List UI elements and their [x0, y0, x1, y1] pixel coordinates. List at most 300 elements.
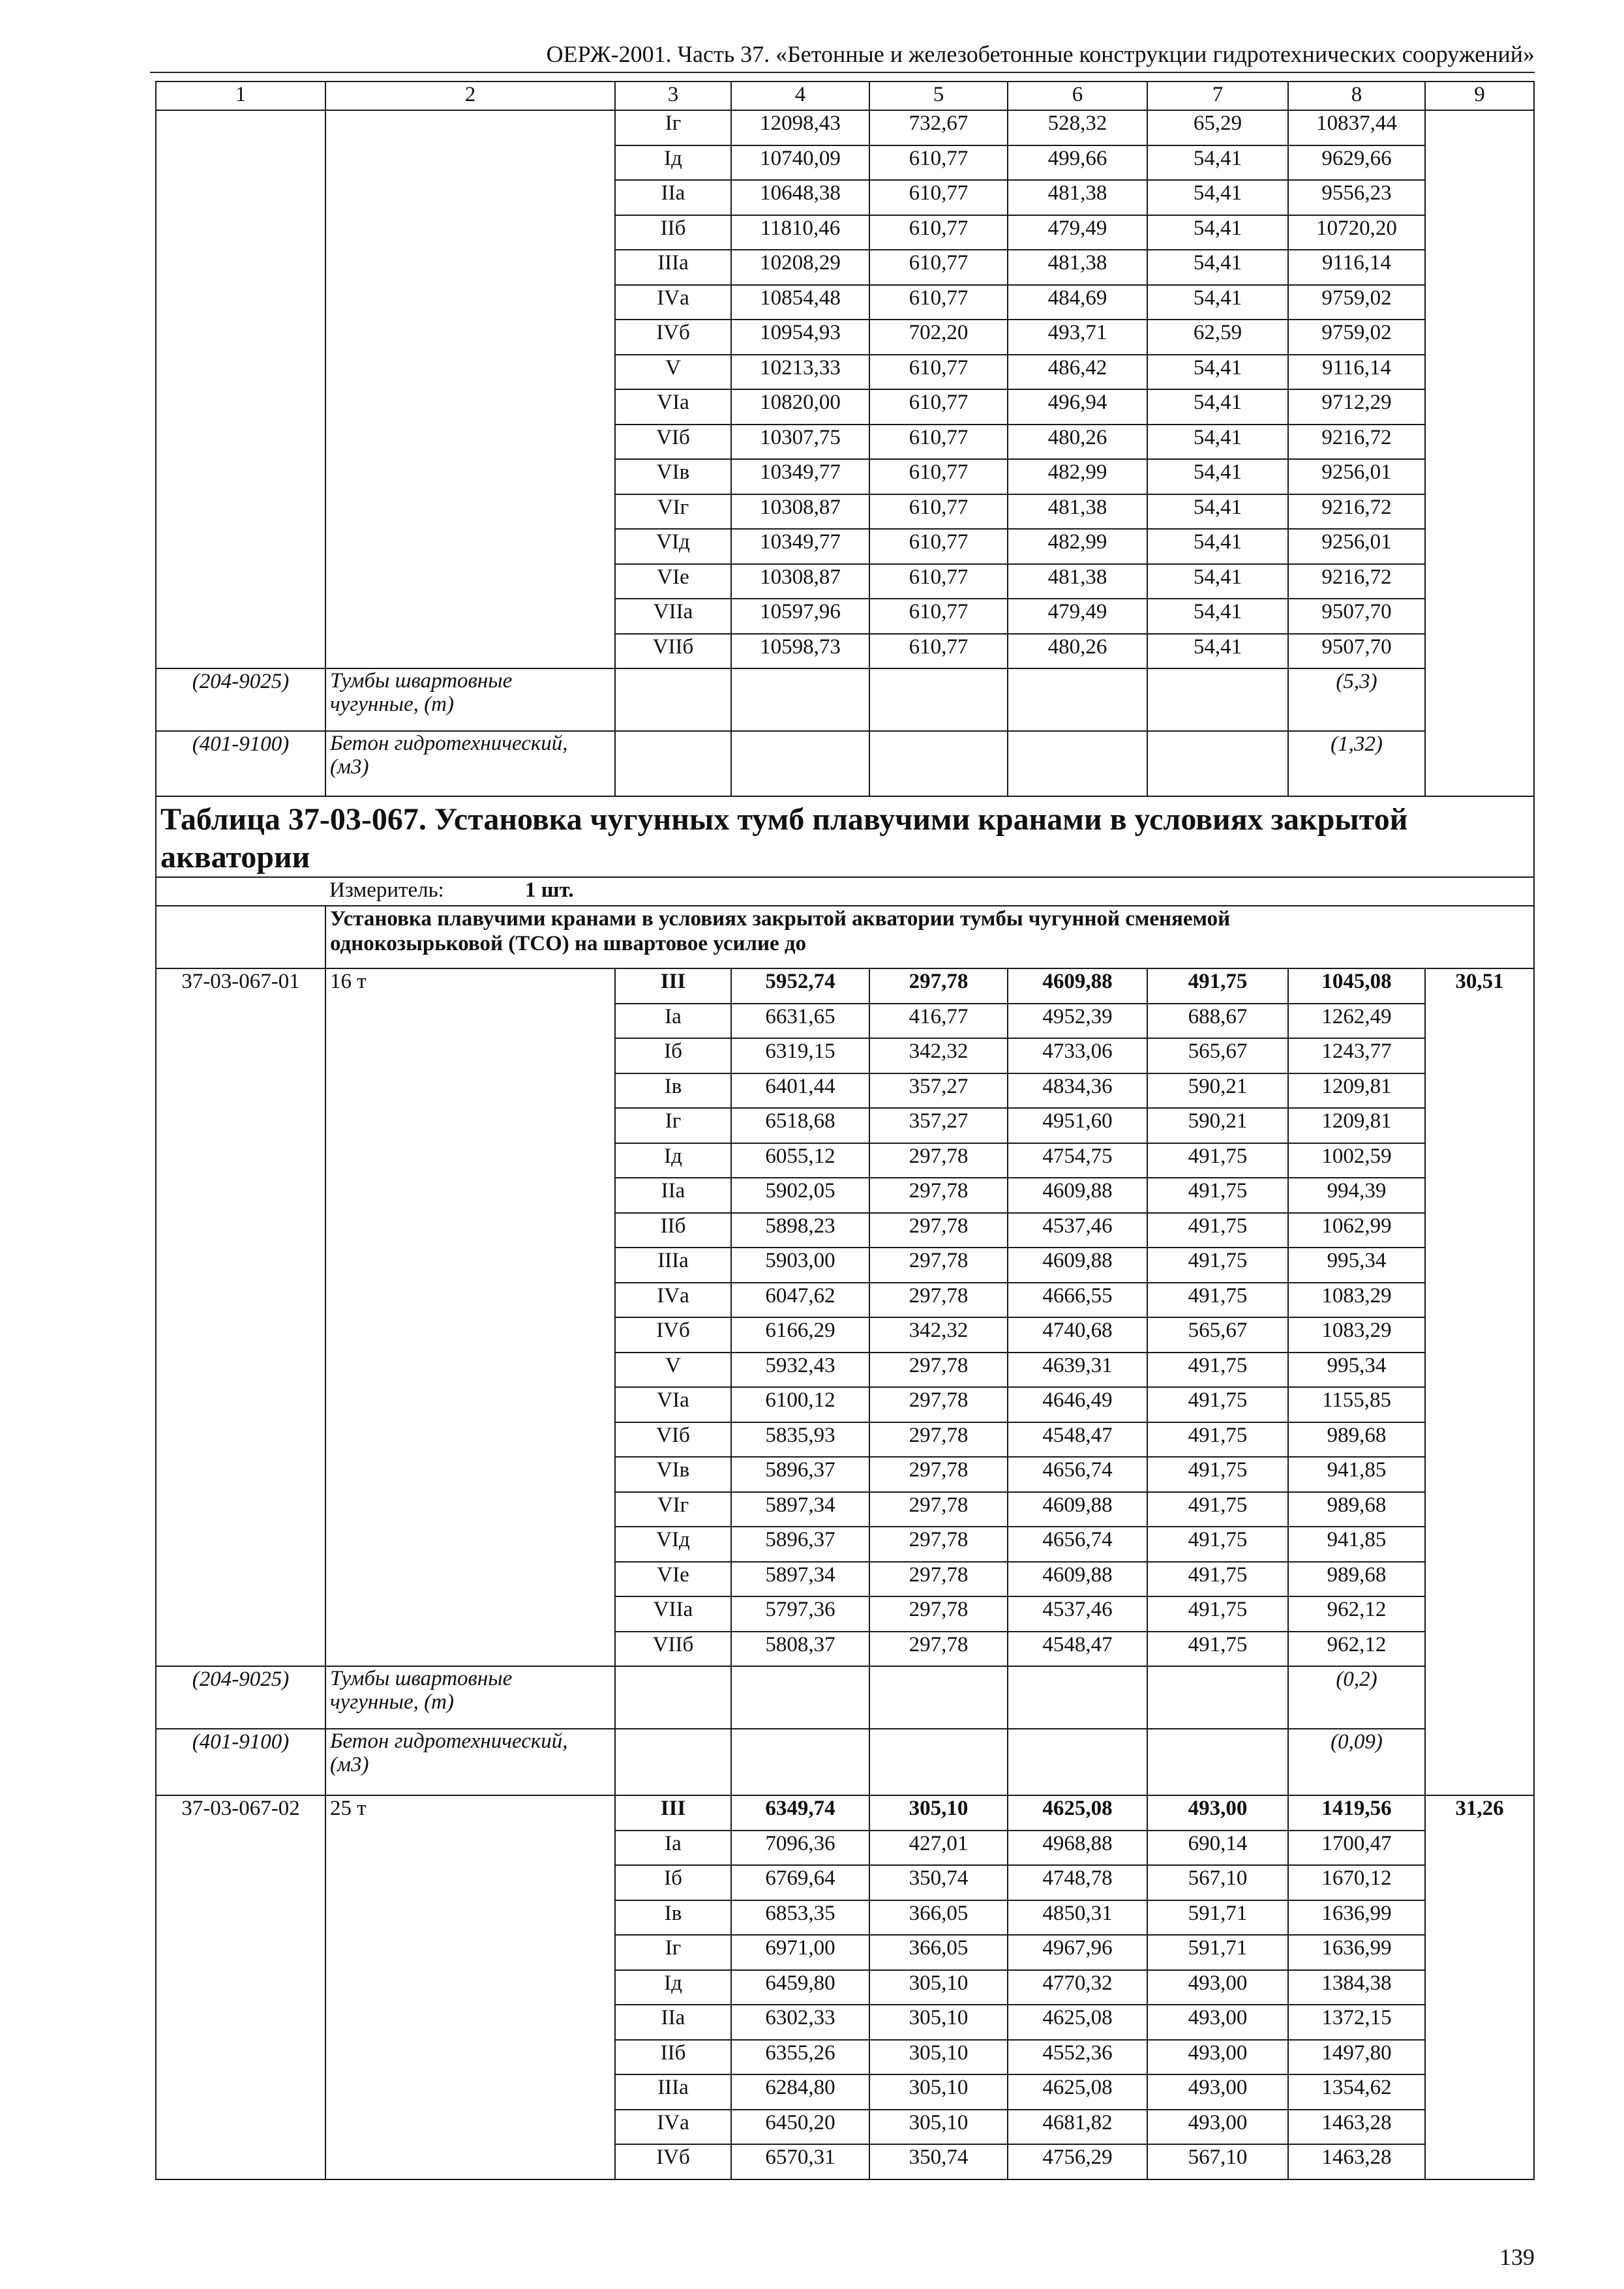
materials-cell: 1463,28	[1288, 2110, 1425, 2145]
materials-cell: 1636,99	[1288, 1935, 1425, 1970]
driver-wages-cell: 54,41	[1147, 634, 1288, 669]
empty-cell	[1147, 731, 1288, 796]
empty-cell	[615, 1666, 731, 1729]
machine-cost-cell: 528,32	[1008, 110, 1147, 145]
header-rule	[150, 72, 1535, 73]
driver-wages-cell: 493,00	[1147, 2074, 1288, 2110]
machine-cost-cell: 4968,88	[1008, 1831, 1147, 1866]
wages-cell: 297,78	[869, 1213, 1008, 1248]
variant-cell: III	[615, 968, 731, 1004]
driver-wages-cell: 54,41	[1147, 459, 1288, 494]
materials-cell: 9116,14	[1288, 250, 1425, 285]
total-cost-cell: 6100,12	[731, 1387, 869, 1422]
variant-cell: VIб	[615, 425, 731, 460]
wages-cell: 342,32	[869, 1038, 1008, 1073]
total-cost-cell: 6518,68	[731, 1108, 869, 1143]
machine-cost-cell: 4733,06	[1008, 1038, 1147, 1073]
table-title-row	[156, 796, 1534, 877]
machine-cost-cell: 4609,88	[1008, 1492, 1147, 1527]
column-number-5: 5	[869, 82, 1008, 110]
materials-cell: 9216,72	[1288, 564, 1425, 599]
machine-cost-cell: 4625,08	[1008, 2074, 1147, 2110]
resource-code: (401-9100)	[156, 731, 325, 796]
total-cost-cell: 10307,75	[731, 425, 869, 460]
variant-cell: VIIа	[615, 1596, 731, 1632]
empty-cell	[731, 731, 869, 796]
driver-wages-cell: 690,14	[1147, 1831, 1288, 1866]
materials-cell: 9629,66	[1288, 145, 1425, 181]
wages-cell: 297,78	[869, 1457, 1008, 1492]
wages-cell: 416,77	[869, 1004, 1008, 1039]
wages-cell: 610,77	[869, 355, 1008, 390]
machine-cost-cell: 4552,36	[1008, 2040, 1147, 2075]
total-cost-cell: 10208,29	[731, 250, 869, 285]
table-row-main	[156, 1795, 1534, 1831]
driver-wages-cell: 54,41	[1147, 250, 1288, 285]
resource-row	[156, 668, 1534, 731]
machine-cost-cell: 4967,96	[1008, 1935, 1147, 1970]
resource-name-line2: (м3)	[330, 1753, 369, 1776]
wages-cell: 297,78	[869, 1492, 1008, 1527]
materials-cell: 989,68	[1288, 1562, 1425, 1597]
wages-cell: 297,78	[869, 1143, 1008, 1178]
materials-cell: 1083,29	[1288, 1283, 1425, 1318]
variant-cell: IVа	[615, 285, 731, 320]
driver-wages-cell: 493,00	[1147, 2005, 1288, 2040]
wages-cell: 305,10	[869, 2074, 1008, 2110]
driver-wages-cell: 491,75	[1147, 968, 1288, 1004]
running-header: ОЕРЖ-2001. Часть 37. «Бетонные и железобетонные конструкции гидротехнических сооружений»	[546, 41, 1535, 67]
resource-quantity: (0,09)	[1288, 1729, 1425, 1795]
labor-cell	[1425, 110, 1534, 796]
variant-cell: VIв	[615, 1457, 731, 1492]
resource-row	[156, 1666, 1534, 1729]
meter-label: Измеритель:	[329, 878, 444, 902]
resource-code: (401-9100)	[156, 1729, 325, 1795]
total-cost-cell: 10308,87	[731, 564, 869, 599]
driver-wages-cell: 491,75	[1147, 1387, 1288, 1422]
driver-wages-cell: 62,59	[1147, 320, 1288, 355]
machine-cost-cell: 4537,46	[1008, 1596, 1147, 1632]
total-cost-cell: 6570,31	[731, 2144, 869, 2179]
total-cost-cell: 5903,00	[731, 1248, 869, 1283]
wages-cell: 297,78	[869, 968, 1008, 1004]
machine-cost-cell: 4625,08	[1008, 2005, 1147, 2040]
driver-wages-cell: 688,67	[1147, 1004, 1288, 1039]
column-number-9: 9	[1425, 82, 1534, 110]
wages-cell: 297,78	[869, 1632, 1008, 1667]
table-title	[156, 796, 1534, 877]
driver-wages-cell: 65,29	[1147, 110, 1288, 145]
driver-wages-cell: 491,75	[1147, 1248, 1288, 1283]
variant-cell: IIб	[615, 215, 731, 250]
total-cost-cell: 10213,33	[731, 355, 869, 390]
materials-cell: 962,12	[1288, 1632, 1425, 1667]
table-title-line1: Таблица 37-03-067. Установка чугунных тумб плавучими кранами в условиях закрытой	[160, 802, 1408, 837]
empty-cell	[869, 1729, 1008, 1795]
empty-cell	[615, 1729, 731, 1795]
rate-name: 25 т	[325, 1795, 615, 2179]
total-cost-cell: 10349,77	[731, 459, 869, 494]
driver-wages-cell: 493,00	[1147, 2040, 1288, 2075]
machine-cost-cell: 4952,39	[1008, 1004, 1147, 1039]
work-description	[325, 906, 1534, 968]
empty-cell	[156, 877, 325, 906]
wages-cell: 297,78	[869, 1422, 1008, 1458]
total-cost-cell: 10349,77	[731, 529, 869, 564]
variant-cell: IIIа	[615, 250, 731, 285]
materials-cell: 1045,08	[1288, 968, 1425, 1004]
column-number-7: 7	[1147, 82, 1288, 110]
resource-code: (204-9025)	[156, 668, 325, 731]
table-row-main	[156, 968, 1534, 1004]
variant-cell: IVб	[615, 2144, 731, 2179]
driver-wages-cell: 54,41	[1147, 564, 1288, 599]
wages-cell: 366,05	[869, 1900, 1008, 1936]
total-cost-cell: 6047,62	[731, 1283, 869, 1318]
wages-cell: 610,77	[869, 599, 1008, 634]
machine-cost-cell: 481,38	[1008, 180, 1147, 215]
wages-cell: 702,20	[869, 320, 1008, 355]
empty-cell	[731, 668, 869, 731]
resource-row	[156, 1729, 1534, 1795]
variant-cell: IIб	[615, 1213, 731, 1248]
materials-cell: 1463,28	[1288, 2144, 1425, 2179]
labor-cell: 31,26	[1425, 1795, 1534, 2179]
wages-cell: 366,05	[869, 1935, 1008, 1970]
total-cost-cell: 5808,37	[731, 1632, 869, 1667]
materials-cell: 9507,70	[1288, 634, 1425, 669]
driver-wages-cell: 491,75	[1147, 1596, 1288, 1632]
wages-cell: 297,78	[869, 1527, 1008, 1562]
materials-cell: 995,34	[1288, 1248, 1425, 1283]
wages-cell: 427,01	[869, 1831, 1008, 1866]
wages-cell: 610,77	[869, 180, 1008, 215]
materials-cell: 1419,56	[1288, 1795, 1425, 1831]
driver-wages-cell: 565,67	[1147, 1038, 1288, 1073]
machine-cost-cell: 4625,08	[1008, 1795, 1147, 1831]
variant-cell: V	[615, 355, 731, 390]
total-cost-cell: 10598,73	[731, 634, 869, 669]
wages-cell: 610,77	[869, 459, 1008, 494]
driver-wages-cell: 491,75	[1147, 1562, 1288, 1597]
variant-cell: VIа	[615, 1387, 731, 1422]
total-cost-cell: 5897,34	[731, 1562, 869, 1597]
wages-cell: 610,77	[869, 215, 1008, 250]
driver-wages-cell: 567,10	[1147, 2144, 1288, 2179]
variant-cell: VIе	[615, 564, 731, 599]
machine-cost-cell: 4609,88	[1008, 1562, 1147, 1597]
machine-cost-cell: 481,38	[1008, 494, 1147, 530]
resource-name-line1: Бетон гидротехнический,	[330, 732, 568, 755]
empty-cell	[869, 1666, 1008, 1729]
labor-cell: 30,51	[1425, 968, 1534, 1795]
machine-cost-cell: 4639,31	[1008, 1353, 1147, 1388]
variant-cell: VIг	[615, 494, 731, 530]
materials-cell: 1497,80	[1288, 2040, 1425, 2075]
total-cost-cell: 10954,93	[731, 320, 869, 355]
column-number-row	[156, 82, 1534, 110]
empty-cell	[615, 668, 731, 731]
resource-name	[325, 1729, 615, 1795]
variant-cell: VIд	[615, 1527, 731, 1562]
driver-wages-cell: 590,21	[1147, 1108, 1288, 1143]
rate-name: 16 т	[325, 968, 615, 1666]
total-cost-cell: 6459,80	[731, 1970, 869, 2005]
machine-cost-cell: 4537,46	[1008, 1213, 1147, 1248]
materials-cell: 962,12	[1288, 1596, 1425, 1632]
variant-cell: IIIа	[615, 2074, 731, 2110]
empty-cell	[1008, 668, 1147, 731]
variant-cell: VIд	[615, 529, 731, 564]
total-cost-cell: 6319,15	[731, 1038, 869, 1073]
driver-wages-cell: 590,21	[1147, 1073, 1288, 1109]
materials-cell: 989,68	[1288, 1492, 1425, 1527]
empty-cell	[731, 1729, 869, 1795]
variant-cell: VIв	[615, 459, 731, 494]
wages-cell: 610,77	[869, 494, 1008, 530]
machine-cost-cell: 479,49	[1008, 215, 1147, 250]
materials-cell: 1700,47	[1288, 1831, 1425, 1866]
total-cost-cell: 6166,29	[731, 1317, 869, 1353]
driver-wages-cell: 54,41	[1147, 180, 1288, 215]
driver-wages-cell: 491,75	[1147, 1353, 1288, 1388]
materials-cell: 9712,29	[1288, 389, 1425, 425]
total-cost-cell: 6349,74	[731, 1795, 869, 1831]
machine-cost-cell: 479,49	[1008, 599, 1147, 634]
variant-cell: Iг	[615, 1108, 731, 1143]
name-cell	[325, 110, 615, 668]
variant-cell: IVа	[615, 1283, 731, 1318]
resource-name-line2: (м3)	[330, 755, 369, 779]
page-number: 139	[1499, 2244, 1535, 2270]
variant-cell: VIа	[615, 389, 731, 425]
code-cell	[156, 110, 325, 668]
machine-cost-cell: 4770,32	[1008, 1970, 1147, 2005]
machine-cost-cell: 4666,55	[1008, 1283, 1147, 1318]
total-cost-cell: 10854,48	[731, 285, 869, 320]
resource-row	[156, 731, 1534, 796]
driver-wages-cell: 54,41	[1147, 425, 1288, 460]
wages-cell: 305,10	[869, 1970, 1008, 2005]
empty-cell	[869, 731, 1008, 796]
empty-cell	[1008, 1729, 1147, 1795]
variant-cell: Iа	[615, 1831, 731, 1866]
wages-cell: 610,77	[869, 389, 1008, 425]
wages-cell: 297,78	[869, 1596, 1008, 1632]
wages-cell: 610,77	[869, 285, 1008, 320]
variant-cell: VIб	[615, 1422, 731, 1458]
total-cost-cell: 6450,20	[731, 2110, 869, 2145]
total-cost-cell: 11810,46	[731, 215, 869, 250]
variant-cell: VIг	[615, 1492, 731, 1527]
driver-wages-cell: 491,75	[1147, 1213, 1288, 1248]
materials-cell: 994,39	[1288, 1178, 1425, 1213]
resource-quantity: (1,32)	[1288, 731, 1425, 796]
materials-cell: 1372,15	[1288, 2005, 1425, 2040]
driver-wages-cell: 565,67	[1147, 1317, 1288, 1353]
total-cost-cell: 10308,87	[731, 494, 869, 530]
total-cost-cell: 5897,34	[731, 1492, 869, 1527]
materials-cell: 9256,01	[1288, 459, 1425, 494]
materials-cell: 9116,14	[1288, 355, 1425, 390]
machine-cost-cell: 4748,78	[1008, 1865, 1147, 1900]
materials-cell: 9256,01	[1288, 529, 1425, 564]
materials-cell: 989,68	[1288, 1422, 1425, 1458]
total-cost-cell: 5896,37	[731, 1457, 869, 1492]
description-row	[156, 906, 1534, 968]
wages-cell: 305,10	[869, 2040, 1008, 2075]
machine-cost-cell: 481,38	[1008, 250, 1147, 285]
variant-cell: IIа	[615, 1178, 731, 1213]
variant-cell: Iа	[615, 1004, 731, 1039]
column-number-2: 2	[325, 82, 615, 110]
machine-cost-cell: 481,38	[1008, 564, 1147, 599]
driver-wages-cell: 54,41	[1147, 145, 1288, 181]
total-cost-cell: 5902,05	[731, 1178, 869, 1213]
total-cost-cell: 12098,43	[731, 110, 869, 145]
resource-name-line1: Бетон гидротехнический,	[330, 1729, 568, 1753]
materials-cell: 10720,20	[1288, 215, 1425, 250]
variant-cell: IIа	[615, 2005, 731, 2040]
materials-cell: 9216,72	[1288, 494, 1425, 530]
total-cost-cell: 5797,36	[731, 1596, 869, 1632]
empty-cell	[1008, 731, 1147, 796]
resource-name-line2: чугунные, (т)	[330, 693, 454, 716]
machine-cost-cell: 4740,68	[1008, 1317, 1147, 1353]
wages-cell: 610,77	[869, 529, 1008, 564]
machine-cost-cell: 4656,74	[1008, 1527, 1147, 1562]
machine-cost-cell: 486,42	[1008, 355, 1147, 390]
machine-cost-cell: 4609,88	[1008, 1248, 1147, 1283]
driver-wages-cell: 54,41	[1147, 355, 1288, 390]
variant-cell: VIIб	[615, 1632, 731, 1667]
machine-cost-cell: 493,71	[1008, 320, 1147, 355]
wages-cell: 610,77	[869, 145, 1008, 181]
variant-cell: Iб	[615, 1038, 731, 1073]
driver-wages-cell: 54,41	[1147, 389, 1288, 425]
empty-cell	[1147, 668, 1288, 731]
total-cost-cell: 6284,80	[731, 2074, 869, 2110]
total-cost-cell: 6401,44	[731, 1073, 869, 1109]
variant-cell: VIе	[615, 1562, 731, 1597]
driver-wages-cell: 491,75	[1147, 1178, 1288, 1213]
materials-cell: 10837,44	[1288, 110, 1425, 145]
total-cost-cell: 10597,96	[731, 599, 869, 634]
column-number-4: 4	[731, 82, 869, 110]
total-cost-cell: 6355,26	[731, 2040, 869, 2075]
driver-wages-cell: 491,75	[1147, 1457, 1288, 1492]
resource-name	[325, 668, 615, 731]
materials-cell: 1209,81	[1288, 1108, 1425, 1143]
total-cost-cell: 6769,64	[731, 1865, 869, 1900]
column-number-3: 3	[615, 82, 731, 110]
machine-cost-cell: 4681,82	[1008, 2110, 1147, 2145]
total-cost-cell: 6631,65	[731, 1004, 869, 1039]
materials-cell: 1354,62	[1288, 2074, 1425, 2110]
machine-cost-cell: 4609,88	[1008, 968, 1147, 1004]
driver-wages-cell: 491,75	[1147, 1143, 1288, 1178]
total-cost-cell: 5896,37	[731, 1527, 869, 1562]
table-row	[156, 110, 1534, 145]
driver-wages-cell: 491,75	[1147, 1283, 1288, 1318]
machine-cost-cell: 482,99	[1008, 459, 1147, 494]
total-cost-cell: 5952,74	[731, 968, 869, 1004]
empty-cell	[869, 668, 1008, 731]
empty-cell	[731, 1666, 869, 1729]
wages-cell: 350,74	[869, 1865, 1008, 1900]
variant-cell: Iд	[615, 1970, 731, 2005]
materials-cell: 1155,85	[1288, 1387, 1425, 1422]
column-number-6: 6	[1008, 82, 1147, 110]
driver-wages-cell: 493,00	[1147, 2110, 1288, 2145]
total-cost-cell: 6971,00	[731, 1935, 869, 1970]
machine-cost-cell: 480,26	[1008, 634, 1147, 669]
variant-cell: Iб	[615, 1865, 731, 1900]
materials-cell: 9507,70	[1288, 599, 1425, 634]
wages-cell: 610,77	[869, 425, 1008, 460]
resource-quantity: (5,3)	[1288, 668, 1425, 731]
resource-name-line2: чугунные, (т)	[330, 1690, 454, 1714]
rate-code: 37-03-067-02	[156, 1795, 325, 2179]
materials-cell: 9759,02	[1288, 285, 1425, 320]
variant-cell: IVа	[615, 2110, 731, 2145]
variant-cell: Iв	[615, 1073, 731, 1109]
variant-cell: Iд	[615, 145, 731, 181]
machine-cost-cell: 4646,49	[1008, 1387, 1147, 1422]
wages-cell: 342,32	[869, 1317, 1008, 1353]
driver-wages-cell: 591,71	[1147, 1935, 1288, 1970]
variant-cell: IIа	[615, 180, 731, 215]
wages-cell: 357,27	[869, 1073, 1008, 1109]
driver-wages-cell: 591,71	[1147, 1900, 1288, 1936]
driver-wages-cell: 491,75	[1147, 1632, 1288, 1667]
total-cost-cell: 5898,23	[731, 1213, 869, 1248]
wages-cell: 732,67	[869, 110, 1008, 145]
empty-cell	[1147, 1666, 1288, 1729]
total-cost-cell: 10820,00	[731, 389, 869, 425]
resource-name-line1: Тумбы швартовные	[330, 669, 513, 693]
driver-wages-cell: 491,75	[1147, 1422, 1288, 1458]
machine-cost-cell: 499,66	[1008, 145, 1147, 181]
wages-cell: 297,78	[869, 1178, 1008, 1213]
machine-cost-cell: 4850,31	[1008, 1900, 1147, 1936]
driver-wages-cell: 491,75	[1147, 1527, 1288, 1562]
wages-cell: 297,78	[869, 1283, 1008, 1318]
total-cost-cell: 10648,38	[731, 180, 869, 215]
materials-cell: 1243,77	[1288, 1038, 1425, 1073]
machine-cost-cell: 4656,74	[1008, 1457, 1147, 1492]
wages-cell: 350,74	[869, 2144, 1008, 2179]
total-cost-cell: 7096,36	[731, 1831, 869, 1866]
driver-wages-cell: 491,75	[1147, 1492, 1288, 1527]
resource-name	[325, 1666, 615, 1729]
total-cost-cell: 10740,09	[731, 145, 869, 181]
machine-cost-cell: 484,69	[1008, 285, 1147, 320]
driver-wages-cell: 54,41	[1147, 215, 1288, 250]
resource-quantity: (0,2)	[1288, 1666, 1425, 1729]
total-cost-cell: 6302,33	[731, 2005, 869, 2040]
resource-code: (204-9025)	[156, 1666, 325, 1729]
wages-cell: 297,78	[869, 1387, 1008, 1422]
machine-cost-cell: 482,99	[1008, 529, 1147, 564]
machine-cost-cell: 4754,75	[1008, 1143, 1147, 1178]
materials-cell: 995,34	[1288, 1353, 1425, 1388]
machine-cost-cell: 4834,36	[1008, 1073, 1147, 1109]
wages-cell: 357,27	[869, 1108, 1008, 1143]
machine-cost-cell: 4756,29	[1008, 2144, 1147, 2179]
materials-cell: 1062,99	[1288, 1213, 1425, 1248]
